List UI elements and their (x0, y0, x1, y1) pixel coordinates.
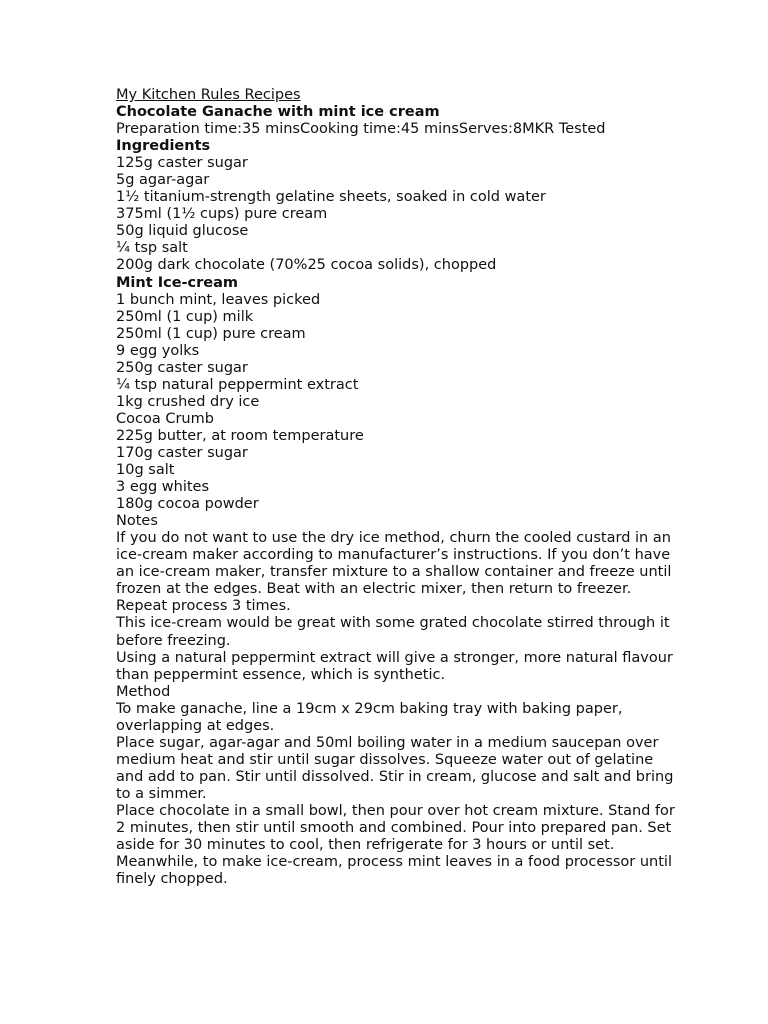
notes-heading: Notes (116, 513, 158, 530)
notes-paragraph: Using a natural peppermint extract will give a stronger, more natural flavour than peppermint essence, which is synthetic. (116, 649, 673, 683)
recipe-meta: Preparation time:35 minsCooking time:45 minsServes:8MKR Tested (116, 121, 606, 138)
ingredient-item: 200g dark chocolate (70%25 cocoa solids), chopped (116, 257, 497, 274)
mint-item: 1 bunch mint, leaves picked (116, 291, 321, 308)
method-heading: Method (116, 683, 171, 700)
crumb-item: 3 egg whites (116, 479, 210, 496)
ingredients-heading: Ingredients (116, 138, 211, 155)
notes-paragraph: If you do not want to use the dry ice method, churn the cooled custard in an ice-cream maker according to manufacturer’s instructions. If you don’t have an ice-cream maker, transfer mixture to a shallow container and freeze until frozen at the edges. Beat with an electric mixer, then return to freezer. Repeat process 3 times. (116, 530, 672, 615)
ingredient-item: ¼ tsp salt (116, 240, 188, 257)
crumb-item: 10g salt (116, 462, 175, 479)
recipe-document (116, 87, 676, 888)
ingredient-item: 1½ titanium-strength gelatine sheets, soaked in cold water (116, 189, 546, 206)
ingredient-item: 50g liquid glucose (116, 223, 249, 240)
mint-item: 9 egg yolks (116, 342, 200, 359)
mint-item: 1kg crushed dry ice (116, 393, 260, 410)
crumb-item: 170g caster sugar (116, 444, 248, 461)
method-step: To make ganache, line a 19cm x 29cm baking tray with baking paper, overlapping at edges. (116, 700, 623, 734)
ingredient-item: 125g caster sugar (116, 155, 248, 172)
crumb-item: 180g cocoa powder (116, 496, 259, 513)
method-step: Meanwhile, to make ice-cream, process mint leaves in a food processor until finely chopped. (116, 854, 672, 888)
mint-heading: Mint Ice-cream (116, 274, 239, 291)
crumb-item: 225g butter, at room temperature (116, 427, 364, 444)
mint-item: 250g caster sugar (116, 359, 248, 376)
recipe-title: Chocolate Ganache with mint ice cream (116, 104, 440, 121)
mint-item: 250ml (1 cup) pure cream (116, 325, 306, 342)
method-step: Place sugar, agar-agar and 50ml boiling water in a medium saucepan over medium heat and stir until sugar dissolves. Squeeze water out of gelatine and add to pan. Stir until dissolved. Stir in cream, glucose and salt and bring to a simmer. (116, 734, 674, 802)
notes-paragraph: This ice-cream would be great with some grated chocolate stirred through it before freezing. (116, 615, 670, 649)
ingredient-item: 5g agar-agar (116, 172, 210, 189)
mint-item: ¼ tsp natural peppermint extract (116, 376, 359, 393)
site-link[interactable]: My Kitchen Rules Recipes (116, 87, 301, 103)
ingredient-item: 375ml (1½ cups) pure cream (116, 206, 328, 223)
mint-item: 250ml (1 cup) milk (116, 308, 254, 325)
method-step: Place chocolate in a small bowl, then pour over hot cream mixture. Stand for 2 minutes, then stir until smooth and combined. Pour into prepared pan. Set aside for 30 minutes to cool, then refrigerate for 3 hours or until set. (116, 802, 675, 854)
crumb-heading: Cocoa Crumb (116, 410, 214, 427)
